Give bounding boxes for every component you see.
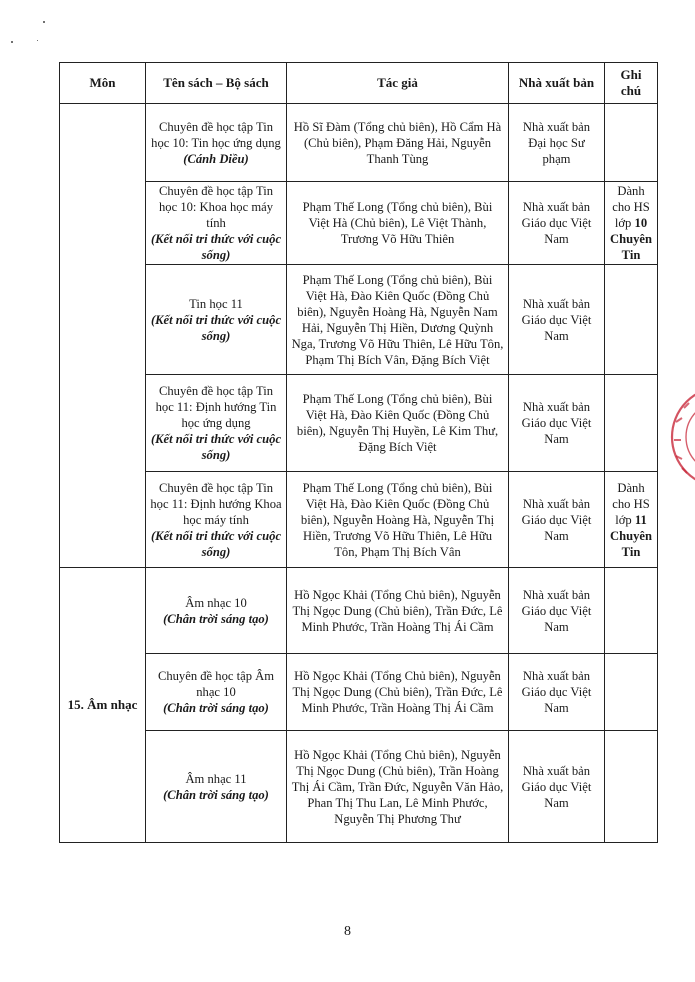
- book-title: Chuyên đề học tập Tin học 11: Định hướng Tin học ứng dụng: [155, 384, 277, 430]
- authors-cell: Phạm Thế Long (Tổng chủ biên), Bùi Việt Hà, Đào Kiên Quốc (Đồng Chủ biên), Nguyễn Thị Huyền, Lê Kim Thư, Đặng Bích Việt: [287, 375, 509, 472]
- publisher-cell: Nhà xuất bản Giáo dục Việt Nam: [509, 375, 605, 472]
- authors-cell: Phạm Thế Long (Tổng chủ biên), Bùi Việt Hà, Đào Kiên Quốc (Đồng Chủ biên), Nguyễn Hoàng Hà, Nguyễn Thị Hiền, Trương Võ Hữu Thiên, Lê Hữu Tôn, Phạm Thị Bích Vân: [287, 472, 509, 568]
- header-notes: Ghi chú: [605, 63, 658, 104]
- note-cell: [605, 654, 658, 731]
- publisher-cell: Nhà xuất bản Đại học Sư phạm: [509, 104, 605, 182]
- note-class: 10 Chuyên Tin: [610, 216, 652, 262]
- book-title: Chuyên đề học tập Tin học 11: Định hướng Khoa học máy tính: [150, 480, 282, 527]
- book-series: (Kết nối tri thức với cuộc sống): [150, 232, 282, 262]
- publisher-cell: Nhà xuất bản Giáo dục Việt Nam: [509, 472, 605, 568]
- scan-speck: [37, 40, 38, 41]
- note-cell: [605, 375, 658, 472]
- book-series: (Chân trời sáng tạo): [163, 611, 269, 626]
- note-cell: [605, 472, 658, 568]
- book-title-cell: [146, 265, 287, 375]
- book-title-cell: [146, 731, 287, 843]
- book-series: (Cánh Diều): [183, 151, 249, 166]
- table-row: [60, 182, 658, 265]
- note-text: Dành cho HS lớp: [612, 480, 650, 527]
- note-cell: [605, 568, 658, 654]
- scan-speck: [11, 41, 13, 43]
- book-series: (Kết nối tri thức với cuộc sống): [150, 528, 282, 559]
- authors-cell: Hồ Sĩ Đàm (Tổng chủ biên), Hồ Cẩm Hà (Chủ biên), Phạm Đăng Hải, Nguyễn Thanh Tùng: [287, 104, 509, 182]
- authors-cell: Hồ Ngọc Khải (Tổng Chủ biên), Nguyễn Thị Ngọc Dung (Chủ biên), Trần Đức, Lê Minh Phước, Trần Hoàng Thị Ái Cầm: [287, 568, 509, 654]
- textbook-table: [59, 62, 658, 843]
- book-title: Chuyên đề học tập Tin học 10: Khoa học máy tính: [158, 184, 274, 230]
- table-row: [60, 472, 658, 568]
- book-title: Tin học 11: [189, 296, 243, 311]
- book-title: Âm nhạc 11: [185, 771, 247, 786]
- book-title-cell: [146, 104, 287, 182]
- table-row: [60, 654, 658, 731]
- book-series: (Kết nối tri thức với cuộc sống): [150, 312, 282, 343]
- book-title-cell: [146, 472, 287, 568]
- scan-speck: [43, 21, 45, 23]
- header-book-title: Tên sách – Bộ sách: [146, 63, 287, 104]
- table-row: [60, 731, 658, 843]
- book-series: (Chân trời sáng tạo): [163, 701, 269, 715]
- book-series: (Kết nối tri thức với cuộc sống): [150, 432, 282, 462]
- publisher-cell: Nhà xuất bản Giáo dục Việt Nam: [509, 731, 605, 843]
- book-title-cell: [146, 375, 287, 472]
- table-row: [60, 104, 658, 182]
- authors-cell: Hồ Ngọc Khải (Tổng Chủ biên), Nguyễn Thị Ngọc Dung (Chủ biên), Trần Đức, Lê Minh Phước, Trần Hoàng Thị Ái Cầm: [287, 654, 509, 731]
- note-cell: [605, 182, 658, 265]
- note-text: Dành cho HS lớp: [612, 184, 650, 230]
- header-authors: Tác giả: [287, 63, 509, 104]
- header-publisher: Nhà xuất bản: [509, 63, 605, 104]
- note-cell: [605, 265, 658, 375]
- authors-cell: Phạm Thế Long (Tổng chủ biên), Bùi Việt Hà (Chủ biên), Lê Việt Thành, Trương Võ Hữu Thiên: [287, 182, 509, 265]
- book-title: Chuyên đề học tập Tin học 10: Tin học ứng dụng: [151, 119, 281, 150]
- authors-cell: Phạm Thế Long (Tổng chủ biên), Bùi Việt Hà, Đào Kiên Quốc (Đồng Chủ biên), Nguyễn Hoàng Hà, Nguyễn Nam Hải, Nguyễn Thị Hiền, Dương Quỳnh Nga, Trương Võ Hữu Thiên, Lê Hữu Tôn, Phạm Thị Bích Vân, Đặng Bích Việt: [287, 265, 509, 375]
- note-class: 11 Chuyên Tin: [610, 512, 652, 559]
- book-title-cell: [146, 182, 287, 265]
- book-title: Chuyên đề học tập Âm nhạc 10: [157, 669, 275, 699]
- book-title-cell: [146, 568, 287, 654]
- publisher-cell: Nhà xuất bản Giáo dục Việt Nam: [509, 182, 605, 265]
- book-series: (Chân trời sáng tạo): [163, 787, 269, 802]
- note-cell: [605, 731, 658, 843]
- note-cell: [605, 104, 658, 182]
- table-row: [60, 265, 658, 375]
- red-seal-stamp-icon: [662, 382, 695, 492]
- header-subject: Môn: [60, 63, 146, 104]
- authors-cell: Hồ Ngọc Khải (Tổng Chủ biên), Nguyễn Thị Ngọc Dung (Chủ biên), Trần Hoàng Thị Ái Cầm, Trần Đức, Nguyễn Văn Hảo, Phan Thị Thu Lan, Lê Minh Phước, Nguyễn Thị Phương Thư: [287, 731, 509, 843]
- page-number: 8: [344, 924, 351, 939]
- book-title: Âm nhạc 10: [185, 595, 247, 610]
- book-title-cell: [146, 654, 287, 731]
- subject-cell-am-nhac: 15. Âm nhạc: [60, 568, 146, 843]
- table-row: [60, 375, 658, 472]
- table-header-row: [60, 63, 658, 104]
- subject-cell-tin-hoc: [60, 104, 146, 568]
- publisher-cell: Nhà xuất bản Giáo dục Việt Nam: [509, 654, 605, 731]
- table-row: [60, 568, 658, 654]
- publisher-cell: Nhà xuất bản Giáo dục Việt Nam: [509, 265, 605, 375]
- publisher-cell: Nhà xuất bản Giáo dục Việt Nam: [509, 568, 605, 654]
